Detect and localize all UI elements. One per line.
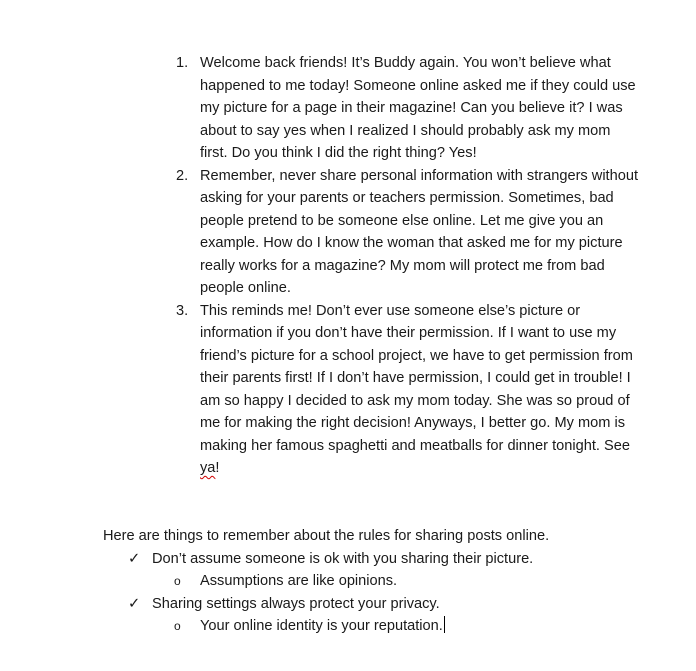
misspelled-word[interactable]: ya	[200, 460, 216, 476]
list-item-text: Welcome back friends! It’s Buddy again. You won’t believe what happened to me today! Someone online asked me if they could use my picture for a page in their magazine! Can you believe it? I was about to say yes when I realized I should probably ask my mom first. Do you think I did the right thing? Yes!	[200, 55, 636, 161]
circle-bullet-icon: o	[174, 619, 181, 633]
list-item[interactable]	[170, 300, 640, 480]
sub-bullet-text: Assumptions are like opinions.	[200, 573, 398, 589]
list-item-text: Remember, never share personal information with strangers without asking for your parents or teachers permission. Sometimes, bad people pretend to be someone else online. Let me give you an example. How do I know the woman that asked me for my picture really works for a magazine? My mom will protect me from bad people online.	[200, 167, 639, 296]
circle-bullet-icon: o	[174, 574, 181, 588]
check-mark-icon: ✓	[128, 596, 141, 612]
sub-bullet-item[interactable]	[174, 570, 397, 593]
sub-bullet-item[interactable]	[174, 615, 445, 638]
rules-intro[interactable]: Here are things to remember about the rules for sharing posts online.	[103, 528, 550, 544]
check-bullet-item[interactable]	[128, 593, 440, 616]
sub-bullet-text: Your online identity is your reputation.	[200, 618, 443, 634]
check-bullet-item[interactable]	[128, 548, 533, 571]
list-number: 2.	[176, 167, 189, 184]
numbered-list	[170, 52, 640, 480]
list-item-text: This reminds me! Don’t ever use someone else’s picture or information if you don’t have their permission. If I want to use my friend’s picture for a school project, we have to get permission from their parents first! If I don’t have permission, I could get in trouble! I am so happy I decided to ask my mom today. She was so proud of me for making the right decision! Anyways, I better go. My mom is making her famous spaghetti and meatballs for dinner tonight. See	[200, 302, 633, 454]
list-number: 1.	[176, 55, 189, 71]
check-bullet-text: Sharing settings always protect your privacy.	[152, 596, 440, 612]
list-number: 3.	[176, 302, 189, 319]
check-mark-icon: ✓	[128, 551, 141, 567]
check-bullet-text: Don’t assume someone is ok with you sharing their picture.	[152, 551, 534, 567]
list-item[interactable]	[170, 165, 640, 300]
text-cursor	[444, 616, 445, 633]
list-item[interactable]	[170, 52, 640, 165]
list-item-text-end: !	[215, 460, 220, 476]
